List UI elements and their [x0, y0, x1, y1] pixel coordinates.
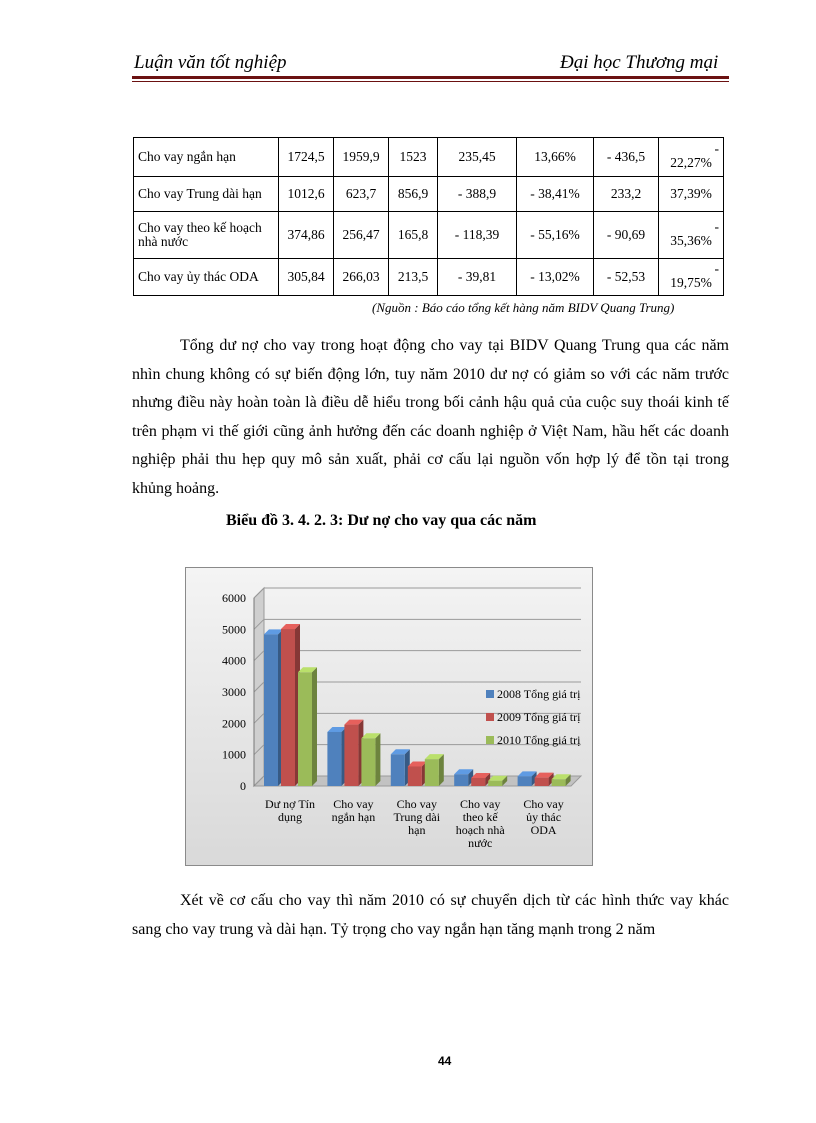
table-cell: 256,47 — [334, 212, 389, 259]
table-cell: 213,5 — [389, 259, 438, 296]
chart-caption: Biểu đồ 3. 4. 2. 3: Dư nợ cho vay qua các năm — [226, 512, 537, 529]
table-cell: 856,9 — [389, 177, 438, 212]
bar-side — [312, 667, 317, 786]
bar — [281, 629, 295, 786]
bar — [298, 672, 312, 786]
table-row — [134, 177, 724, 212]
y-tick-label: 6000 — [222, 591, 246, 605]
table-cell: - 118,39 — [438, 212, 517, 259]
x-tick-label: ủy thác — [526, 810, 562, 824]
legend-label: 2009 Tổng giá trị — [497, 710, 581, 724]
body-paragraph-2: Xét về cơ cấu cho vay thì năm 2010 có sự chuyển dịch từ các hình thức vay khác sang cho vay trung và dài hạn. Tỷ trọng cho vay ngắn hạn tăng mạnh trong 2 năm — [132, 892, 729, 938]
bar — [327, 732, 341, 786]
x-tick-label: hoạch nhà — [455, 823, 505, 837]
table-row — [134, 138, 724, 177]
x-tick-label: Cho vay — [333, 797, 374, 811]
x-tick-label: Trung dài — [393, 810, 441, 824]
table-cell: - 55,16% — [517, 212, 594, 259]
table-cell: - 13,02% — [517, 259, 594, 296]
bar — [408, 766, 422, 786]
table-cell: 374,86 — [279, 212, 334, 259]
bar — [361, 738, 375, 786]
table-cell — [659, 212, 724, 259]
loan-chart-svg — [186, 568, 592, 865]
cell-percent: 19,75% — [670, 275, 712, 290]
table-cell — [659, 259, 724, 296]
cell-dash: - — [714, 219, 719, 234]
y-tick-label: 1000 — [222, 747, 246, 762]
cell-dash: - — [714, 141, 719, 156]
bar — [552, 779, 566, 786]
bar — [454, 774, 468, 786]
x-tick-label: ODA — [530, 823, 557, 837]
x-tick-label: ngắn hạn — [331, 810, 376, 824]
x-tick-label: Cho vay — [523, 797, 564, 811]
cell-percent: 37,39% — [670, 186, 712, 201]
table-cell — [659, 138, 724, 177]
table-row — [134, 259, 724, 296]
y-tick-label: 4000 — [222, 653, 246, 668]
table-cell: 266,03 — [334, 259, 389, 296]
row-label: Cho vay ủy thác ODA — [134, 259, 279, 296]
x-tick-label: Cho vay — [460, 797, 501, 811]
table-cell: - 388,9 — [438, 177, 517, 212]
y-tick-label: 3000 — [222, 685, 246, 699]
legend-label: 2008 Tổng giá trị — [497, 687, 581, 701]
legend-label: 2010 Tổng giá trị — [497, 733, 581, 747]
x-tick-label: Dư nợ Tín — [265, 797, 315, 811]
row-label: Cho vay ngắn hạn — [134, 138, 279, 177]
row-label: Cho vay Trung dài hạn — [134, 177, 279, 212]
table-row — [134, 212, 724, 259]
body-paragraph-1: Tổng dư nợ cho vay trong hoạt động cho vay tại BIDV Quang Trung qua các năm nhìn chung không có sự biến động lớn, tuy năm 2010 dư nợ có giảm so với các năm trước nhưng điều này hoàn toàn là điều dễ hiểu trong bối cảnh hậu quả của cuộc suy thoái kinh tế trên phạm vi thế giới cũng ảnh hưởng đến các doanh nghiệp ở Việt Nam, hầu hết các doanh nghiệp phải thu hẹp quy mô sản xuất, phải cơ cấu lại nguồn vốn hợp lý để tồn tại trong khủng hoảng. — [132, 337, 729, 497]
table-cell: 623,7 — [334, 177, 389, 212]
table-cell: 305,84 — [279, 259, 334, 296]
table-cell: 165,8 — [389, 212, 438, 259]
table-cell: 1959,9 — [334, 138, 389, 177]
cell-percent: 35,36% — [670, 233, 712, 248]
source-note: (Nguồn : Báo cáo tổng kết hàng năm BIDV Quang Trung) — [372, 300, 675, 315]
table-cell: - 52,53 — [594, 259, 659, 296]
bar-side — [375, 733, 380, 786]
bar — [488, 781, 502, 786]
x-tick-label: Cho vay — [396, 797, 437, 811]
bar — [264, 634, 278, 786]
legend-swatch — [486, 690, 494, 698]
table-cell: 1724,5 — [279, 138, 334, 177]
table-cell — [659, 177, 724, 212]
page-number: 44 — [438, 1054, 452, 1068]
y-tick-label: 5000 — [222, 622, 246, 637]
loan-chart — [185, 567, 593, 866]
x-tick-label: dụng — [278, 810, 302, 824]
bar — [518, 776, 532, 786]
cell-percent: 22,27% — [670, 155, 712, 170]
legend-swatch — [486, 713, 494, 721]
bar — [425, 759, 439, 786]
bar — [471, 778, 485, 786]
table-cell: 1523 — [389, 138, 438, 177]
table-cell: 1012,6 — [279, 177, 334, 212]
header-left-title: Luận văn tốt nghiệp — [134, 52, 287, 73]
table-cell: - 90,69 — [594, 212, 659, 259]
bar — [535, 778, 549, 786]
y-tick-label: 0 — [240, 779, 246, 793]
header-rule-thick — [132, 76, 729, 79]
table-cell: 13,66% — [517, 138, 594, 177]
table-cell: 235,45 — [438, 138, 517, 177]
table-cell: - 39,81 — [438, 259, 517, 296]
bar — [344, 725, 358, 786]
table-cell: - 38,41% — [517, 177, 594, 212]
bar — [391, 754, 405, 786]
table-cell: 233,2 — [594, 177, 659, 212]
cell-dash: - — [714, 261, 719, 276]
x-tick-label: hạn — [408, 823, 426, 837]
legend-swatch — [486, 736, 494, 744]
header-rule-thin — [132, 81, 729, 82]
row-label: Cho vay theo kế hoạch nhà nước — [134, 212, 279, 259]
x-tick-label: theo kế — [462, 810, 498, 824]
bar-side — [439, 754, 444, 786]
loan-table — [133, 137, 724, 296]
x-tick-label: nước — [468, 836, 493, 850]
table-cell: - 436,5 — [594, 138, 659, 177]
header-right-title: Đại học Thương mại — [560, 52, 719, 73]
y-tick-label: 2000 — [222, 716, 246, 731]
